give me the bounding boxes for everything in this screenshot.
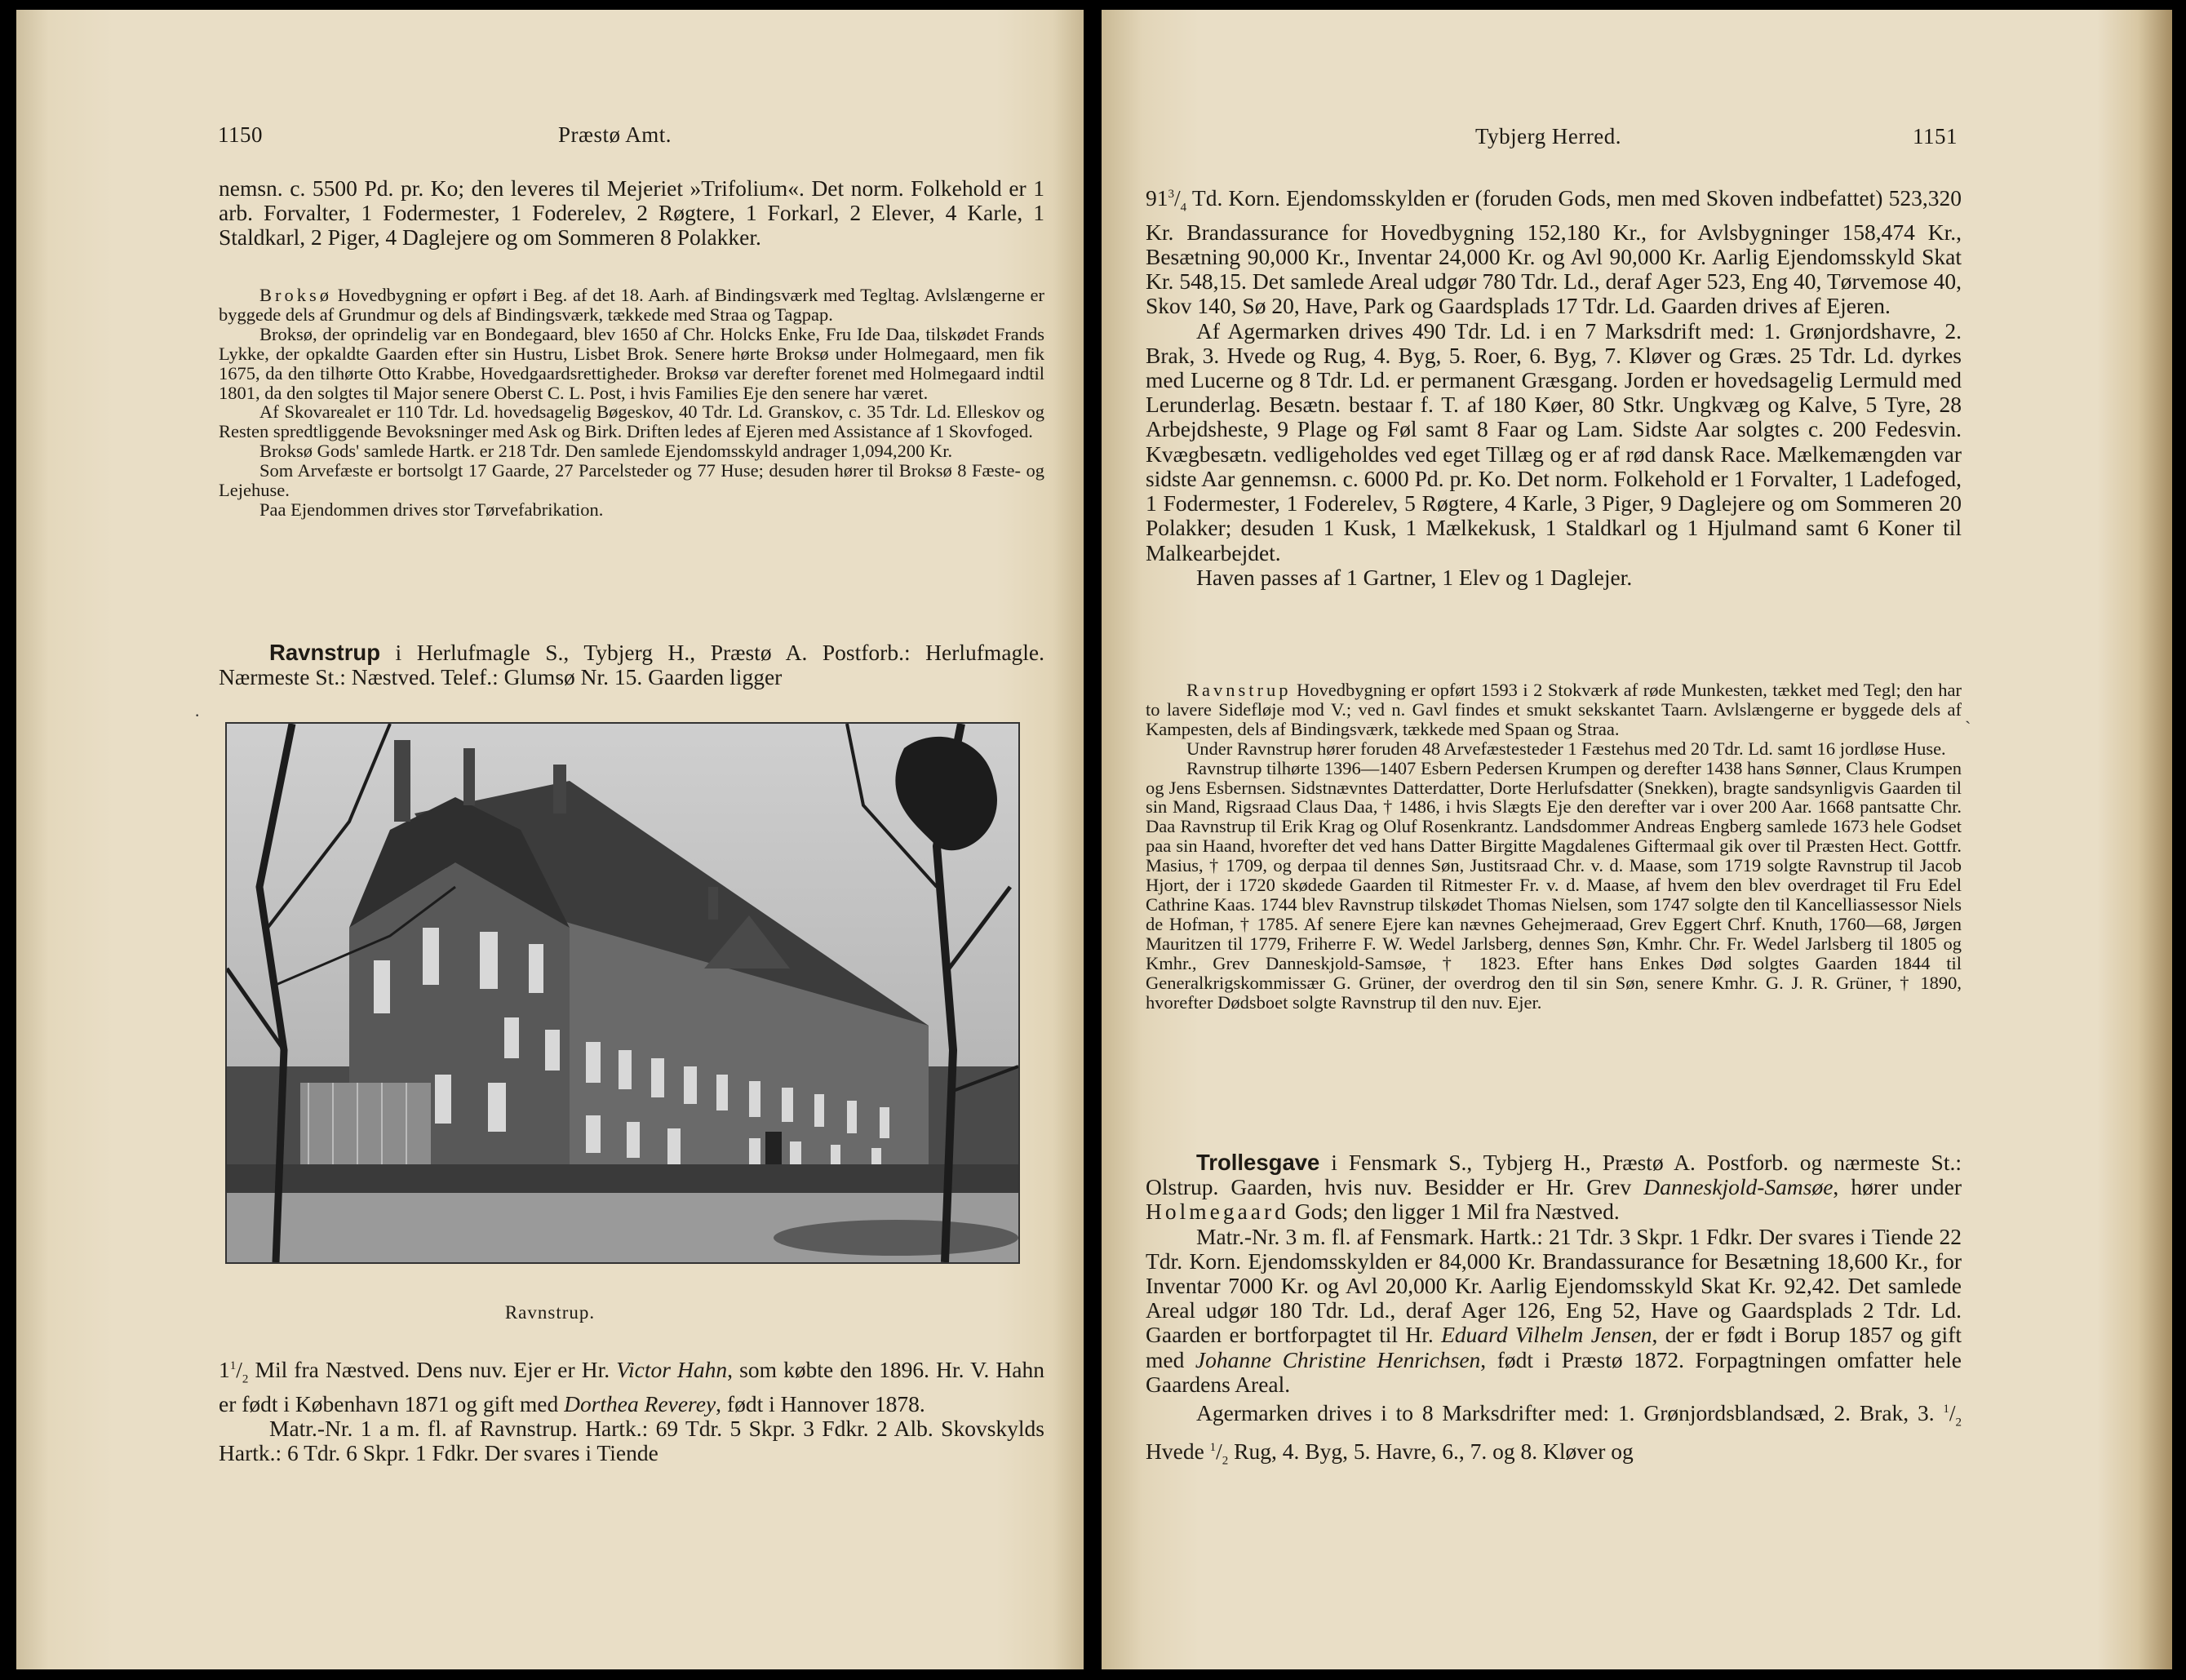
wife-name: Dorthea Reverey [564, 1390, 716, 1416]
owner-name: Victor Hahn [616, 1357, 728, 1383]
ravnstrup-small-text: Ravnstrup Hovedbygning er opført 1593 i 2 Stokværk af røde Munkesten, tækket med Tegl; den har to lavere Sidefløje mod V.; ved n. Gavl findes et smukt sekskantet Taarn. Avlslængerne er byggede dels af Kampesten, dels af Bindingsværk, tækkede med Spaan og Straa. Under Ravnstrup hører foruden 48 Arvefæstesteder 1 Fæstehus med 20 Tdr. Ld. samt 16 jordløse Huse. Ravnstrup tilhørte 1396—1407 Esbern Pedersen Krumpen og derefter 1438 hans Sønner, Claus Krumpen og Jens Esbernsen. Sidstnævntes Datterdatter, Dorte Herlufsdatter (Snekken), bragte sandsynligvis Gaarden til sin Mand, Rigsraad Claus Daa, † 1486, i hvis Slægts Eje den derefter var i over 200 Aar. 1668 pantsatte Chr. Daa Ravnstrup til Erik Krag og Oluf Rosenkrantz. Landsdommer Andreas Engberg samlede 1673 hele Godset paa sin Haand, hvorefter det ved hans Datter Birgitte Magdalenes Giftermaal gik over til Præsten Hect. Gottfr. Masius, † 1709, og derpaa til dennes Søn, Justitsraad Chr. v. d. Maase, som 1719 solgte Ravnstrup til Jacob Hjort, der i 1720 skødede Gaarden til Ritmester Fr. v. d. Maase, af hvem den blev overdraget til Fru Edel Cathrine Kaas. 1744 blev Ravnstrup tilskødet Thomas Nielsen, som 1747 solgte den til Kancelliassessor Niels de Hofman, † 1785. Af senere Ejere kan nævnes Gehejmeraad, Grev Eggert Chrf. Knuth, 1760—68, Jørgen Mauritzen til 1779, Friherre F. W. Wedel Jarlsberg, dennes Søn, Kmhr. Chr. Fr. Wedel Jarlsberg til 1805 og Kmhr., Grev Danneskjold-Samsøe, † 1823. Efter hans Enkes Død solgtes Gaarden 1844 til Generalkrigskommissær G. Grüner, der overdrog den til sin Søn, senere Kmhr. G. J. R. Grüner, † 1890, hvorefter Dødsboet solgte Ravnstrup til den nuv. Ejer. [1146, 680, 1962, 1013]
photo-caption: Ravnstrup. [504, 1302, 596, 1323]
running-head-right: Tybjerg Herred. [1475, 124, 1622, 148]
brokso-spaced: Broksø [259, 285, 333, 305]
trollesgave-owner: Danneskjold-Samsøe [1643, 1174, 1833, 1200]
trollesgave-heading: Trollesgave [1196, 1150, 1320, 1175]
running-head-left: Præstø Amt. [558, 122, 672, 147]
brokso-small-text: Broksø Hovedbygning er opført i Beg. af det 18. Aarh. af Bindingsværk med Tegltag. Avlslængerne er byggede dels af Grundmur og dels af Bindingsværk, tækkede med Straa og Tagpap. Broksø, der oprindelig var en Bondegaard, blev 1650 af Chr. Holcks Enke, Fru Ide Daa, tilskødet Frands Lykke, der opkaldte Gaarden efter sin Hustru, Lisbet Brok. Senere hørte Broksø under Holmegaard, men fik 1675, da den tilhørte Otto Krabbe, Hovedgaardsrettigheder. Broksø var derefter forenet med Holmegaard indtil 1801, da den solgtes til Major senere Oberst C. L. Post, i hvis Families Eje den senere har været. Af Skovarealet er 110 Tdr. Ld. hovedsagelig Bøgeskov, 40 Tdr. Ld. Granskov, c. 35 Tdr. Ld. Elleskov og Resten spredtliggende Bevoksninger med Ask og Birk. Driften ledes af Ejeren med Assistance af 1 Skovfoged. Broksø Gods' samlede Hartk. er 218 Tdr. Den samlede Ejendomsskyld andrager 1,094,200 Kr. Som Arvefæste er bortsolgt 17 Gaarde, 27 Parcelsteder og 77 Huse; desuden hører til Broksø 8 Fæste- og Lejehuse. Paa Ejendommen drives stor Tørvefabrikation. [219, 285, 1044, 520]
ravnstrup-spaced: Ravnstrup [1186, 680, 1292, 700]
margin-mark: · [194, 705, 201, 725]
trollesgave-entry: Trollesgave i Fensmark S., Tybjerg H., Præstø A. Postforb. og nærmeste St.: Olstrup. Gaarden, hvis nuv. Besidder er Hr. Grev Danneskjold-Samsøe, hører under Holmegaard Gods; den ligger 1 Mil fra Næstved. Matr.-Nr. 3 m. fl. af Fensmark. Hartk.: 21 Tdr. 3 Skpr. 1 Fdkr. Der svares i Tiende 22 Tdr. Korn. Ejendomsskylden er 84,000 Kr. Brandassurance for Besætning 18,600 Kr., for Inventar 7000 Kr. og Avl 20,000 Kr. Aarlig Ejendomsskyld Skat Kr. 92,42. Det samlede Areal udgør 180 Tdr. Ld., deraf Ager 126, Eng 52, Have og Gaardsplads 2 Tdr. Ld. Gaarden er bortforpagtet til Hr. Eduard Vilhelm Jensen, der er født i Borup 1857 og gift med Johanne Christine Henrichsen, født i Præstø 1872. Forpagtningen omfatter hele Gaardens Areal. Agermarken drives i to 8 Marksdrifter med: 1. Grønjordsblandsæd, 2. Brak, 3. $^1/_2$ Hvede $^1/_2$ Rug, 4. Byg, 5. Havre, 6., 7. og 8. Kløver og [1146, 1150, 1962, 1468]
intro-paragraph: nemsn. c. 5500 Pd. pr. Ko; den leveres til Mejeriet »Trifolium«. Det norm. Folkehold er 1 arb. Forvalter, 1 Fodermester, 1 Foderelev, 2 Røgtere, 1 Forkarl, 2 Elever, 4 Karle, 1 Staldkarl, 2 Piger, 4 Daglejere og om Sommeren 8 Polakker. [219, 175, 1044, 250]
tenant-wife-name: Johanne Christine Henrichsen [1195, 1346, 1481, 1372]
page-number-right: 1151 [1913, 124, 1958, 148]
ravnstrup-entry: Ravnstrup i Herlufmagle S., Tybjerg H., Præstø A. Postforb.: Herlufmagle. Nærmeste St.: Næstved. Telef.: Glumsø Nr. 15. Gaarden ligger [219, 640, 1044, 690]
page-number-left: 1150 [218, 122, 263, 147]
ravnstrup-heading: Ravnstrup [269, 640, 380, 665]
ravnstrup-details: $91^3/_4$ Td. Korn. Ejendomsskylden er (foruden Gods, men med Skoven indbefattet) 523,320 Kr. Brandassurance for Hovedbygning 152,180 Kr., for Avlsbygninger 158,474 Kr., Besætning 90,000 Kr., Inventar 24,000 Kr. og Avl 90,000 Kr. Aarlig Ejendomsskyld Skat Kr. 548,15. Det samlede Areal udgør 780 Tdr. Ld., deraf Ager 523, Eng 40, Tørvemose 40, Skov 140, Sø 20, Have, Park og Gaardsplads 17 Tdr. Ld. Gaarden drives af Ejeren. Af Agermarken drives 490 Tdr. Ld. i en 7 Marksdrift med: 1. Grønjordshavre, 2. Brak, 3. Hvede og Rug, 4. Byg, 5. Roer, 6. Byg, 7. Kløver og Græs. 25 Tdr. Ld. dyrkes med Lucerne og 8 Tdr. Ld. er permanent Græsgang. Jorden er hovedsagelig Lermuld med Lerunderlag. Besætn. bestaar f. T. af 180 Køer, 80 Stkr. Ungkvæg og Kalve, 5 Tyre, 28 Arbejdsheste, 9 Plage og Føl samt 8 Faar og Lam. Sidste Aar solgtes c. 200 Fedesvin. Kvægbesætn. vedligeholdes ved eget Tillæg og er af rød dansk Race. Mælkemængden var sidste Aar gennemsn. c. 6000 Pd. pr. Ko. Det norm. Folkehold er 1 Forvalter, 1 Ladefoged, 1 Fodermester, 1 Foderelev, 5 Røgtere, 4 Karle, 3 Piger, 9 Daglejere og om Sommeren 20 Polakker; desuden 1 Kusk, 1 Mælkekusk, 1 Staldkarl og 1 Hjulmand samt 6 Koner til Malkearbejdet. Haven passes af 1 Gartner, 1 Elev og 1 Daglejer. [1146, 185, 1962, 590]
right-page [1102, 10, 2172, 1669]
ravnstrup-continued: $1^1/_2$ Mil fra Næstved. Dens nuv. Ejer er Hr. Victor Hahn, som købte den 1896. Hr. V. Hahn er født i København 1871 og gift med Dorthea Reverey, født i Hannover 1878. Matr.-Nr. 1 a m. fl. af Ravnstrup. Hartk.: 69 Tdr. 5 Skpr. 3 Fdkr. 2 Alb. Skovskylds Hartk.: 6 Tdr. 6 Skpr. 1 Fdkr. Der svares i Tiende [219, 1357, 1045, 1466]
tenant-name: Eduard Vilhelm Jensen [1441, 1322, 1652, 1348]
margin-mark-right: ˎ [1965, 703, 1971, 724]
left-page [16, 10, 1084, 1669]
holmegaard-spaced: Holmegaard [1146, 1199, 1289, 1225]
ravnstrup-photo [225, 722, 1020, 1264]
manor-building-image [227, 724, 1018, 1262]
